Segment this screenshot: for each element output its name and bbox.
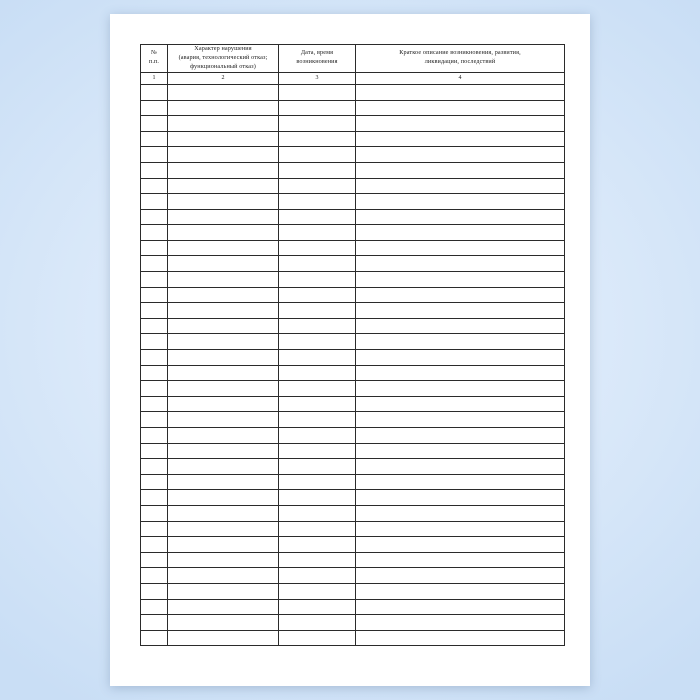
table-cell[interactable] — [279, 521, 356, 537]
table-row — [141, 84, 565, 100]
table-cell[interactable] — [141, 256, 168, 272]
table-cell[interactable] — [279, 100, 356, 116]
table-cell[interactable] — [279, 365, 356, 381]
table-cell[interactable] — [141, 568, 168, 584]
table-cell[interactable] — [168, 162, 279, 178]
table-cell[interactable] — [279, 147, 356, 163]
table-cell[interactable] — [168, 287, 279, 303]
table-cell[interactable] — [168, 583, 279, 599]
table-cell[interactable] — [279, 537, 356, 553]
table-cell[interactable] — [168, 84, 279, 100]
table-row — [141, 365, 565, 381]
table-cell[interactable] — [356, 396, 565, 412]
table-cell[interactable] — [168, 303, 279, 319]
table-cell[interactable] — [168, 240, 279, 256]
table-cell[interactable] — [356, 599, 565, 615]
table-cell[interactable] — [356, 272, 565, 288]
violations-register-table — [140, 44, 565, 646]
column-header-violation-type-line-2: (авария, технологический отказ; — [178, 53, 268, 61]
table-cell[interactable] — [141, 396, 168, 412]
table-cell[interactable] — [279, 396, 356, 412]
table-cell[interactable] — [279, 240, 356, 256]
column-number-1: 1 — [141, 72, 168, 84]
table-cell[interactable] — [279, 552, 356, 568]
table-cell[interactable] — [141, 116, 168, 132]
column-header-violation-type-line-3: функциональный отказ) — [190, 62, 256, 70]
table-row — [141, 162, 565, 178]
page-content-area — [140, 44, 560, 672]
table-row — [141, 194, 565, 210]
table-cell[interactable] — [279, 568, 356, 584]
table-cell[interactable] — [141, 365, 168, 381]
table-row — [141, 303, 565, 319]
table-cell[interactable] — [141, 334, 168, 350]
column-header-description — [356, 45, 565, 73]
table-cell[interactable] — [168, 490, 279, 506]
table-cell[interactable] — [356, 240, 565, 256]
column-number-row — [141, 72, 565, 84]
table-cell[interactable] — [141, 630, 168, 646]
table-cell[interactable] — [168, 381, 279, 397]
table-cell[interactable] — [356, 303, 565, 319]
table-cell[interactable] — [168, 272, 279, 288]
table-cell[interactable] — [356, 474, 565, 490]
table-cell[interactable] — [356, 162, 565, 178]
table-row — [141, 334, 565, 350]
table-cell[interactable] — [356, 630, 565, 646]
table-cell[interactable] — [141, 505, 168, 521]
table-cell[interactable] — [279, 287, 356, 303]
table-cell[interactable] — [279, 381, 356, 397]
table-cell[interactable] — [356, 490, 565, 506]
table-cell[interactable] — [168, 350, 279, 366]
table-cell[interactable] — [141, 490, 168, 506]
table-row — [141, 116, 565, 132]
table-cell[interactable] — [356, 116, 565, 132]
table-row — [141, 412, 565, 428]
table-cell[interactable] — [168, 474, 279, 490]
table-cell[interactable] — [356, 84, 565, 100]
table-cell[interactable] — [279, 474, 356, 490]
table-cell[interactable] — [168, 209, 279, 225]
table-row — [141, 131, 565, 147]
table-cell[interactable] — [279, 84, 356, 100]
table-cell[interactable] — [279, 583, 356, 599]
table-cell[interactable] — [356, 318, 565, 334]
table-cell[interactable] — [279, 412, 356, 428]
table-cell[interactable] — [141, 412, 168, 428]
column-header-datetime-line-1: Дата, время — [300, 49, 334, 57]
table-row — [141, 318, 565, 334]
table-cell[interactable] — [279, 615, 356, 631]
table-cell[interactable] — [168, 505, 279, 521]
table-cell[interactable] — [141, 599, 168, 615]
table-cell[interactable] — [141, 84, 168, 100]
table-cell[interactable] — [279, 599, 356, 615]
column-number-2: 2 — [168, 72, 279, 84]
table-cell[interactable] — [141, 194, 168, 210]
table-cell[interactable] — [168, 412, 279, 428]
table-cell[interactable] — [141, 287, 168, 303]
table-cell[interactable] — [356, 537, 565, 553]
table-cell[interactable] — [168, 100, 279, 116]
table-cell[interactable] — [168, 552, 279, 568]
table-cell[interactable] — [279, 318, 356, 334]
table-cell[interactable] — [168, 147, 279, 163]
table-cell[interactable] — [356, 365, 565, 381]
table-cell[interactable] — [141, 552, 168, 568]
table-row — [141, 209, 565, 225]
table-cell[interactable] — [141, 318, 168, 334]
table-row — [141, 443, 565, 459]
table-cell[interactable] — [356, 194, 565, 210]
column-header-number — [141, 45, 168, 73]
table-cell[interactable] — [279, 350, 356, 366]
table-cell[interactable] — [279, 256, 356, 272]
table-cell[interactable] — [168, 365, 279, 381]
table-cell[interactable] — [141, 209, 168, 225]
table-cell[interactable] — [141, 443, 168, 459]
table-row — [141, 240, 565, 256]
table-row — [141, 256, 565, 272]
table-cell[interactable] — [356, 147, 565, 163]
table-cell[interactable] — [168, 131, 279, 147]
table-cell[interactable] — [141, 428, 168, 444]
table-cell[interactable] — [356, 521, 565, 537]
table-row — [141, 396, 565, 412]
table-cell[interactable] — [279, 630, 356, 646]
table-cell[interactable] — [356, 178, 565, 194]
table-cell[interactable] — [141, 225, 168, 241]
table-cell[interactable] — [279, 303, 356, 319]
table-row — [141, 552, 565, 568]
table-row — [141, 583, 565, 599]
table-cell[interactable] — [279, 428, 356, 444]
table-cell[interactable] — [356, 131, 565, 147]
table-cell[interactable] — [141, 147, 168, 163]
table-cell[interactable] — [141, 474, 168, 490]
table-cell[interactable] — [168, 256, 279, 272]
table-cell[interactable] — [141, 131, 168, 147]
table-cell[interactable] — [168, 178, 279, 194]
table-cell[interactable] — [356, 552, 565, 568]
table-cell[interactable] — [168, 396, 279, 412]
table-row — [141, 474, 565, 490]
table-cell[interactable] — [141, 537, 168, 553]
table-row — [141, 521, 565, 537]
table-cell[interactable] — [356, 505, 565, 521]
table-cell[interactable] — [356, 583, 565, 599]
table-cell[interactable] — [168, 630, 279, 646]
table-cell[interactable] — [168, 443, 279, 459]
table-cell[interactable] — [168, 615, 279, 631]
table-row — [141, 615, 565, 631]
table-row — [141, 381, 565, 397]
column-number-3: 3 — [279, 72, 356, 84]
table-cell[interactable] — [168, 225, 279, 241]
table-cell[interactable] — [141, 240, 168, 256]
table-cell[interactable] — [141, 178, 168, 194]
table-cell[interactable] — [356, 428, 565, 444]
table-cell[interactable] — [141, 583, 168, 599]
table-cell[interactable] — [141, 162, 168, 178]
table-cell[interactable] — [141, 615, 168, 631]
table-cell[interactable] — [168, 459, 279, 475]
table-cell[interactable] — [168, 568, 279, 584]
column-header-violation-type — [168, 45, 279, 73]
table-cell[interactable] — [168, 194, 279, 210]
table-cell[interactable] — [356, 350, 565, 366]
table-row — [141, 459, 565, 475]
table-cell[interactable] — [141, 100, 168, 116]
table-cell[interactable] — [279, 131, 356, 147]
table-cell[interactable] — [279, 459, 356, 475]
table-cell[interactable] — [168, 428, 279, 444]
table-cell[interactable] — [141, 303, 168, 319]
document-page — [110, 14, 590, 686]
column-header-description-line-1: Краткое описание возникновения, развития, — [399, 49, 521, 57]
table-cell[interactable] — [141, 272, 168, 288]
table-cell[interactable] — [279, 116, 356, 132]
table-cell[interactable] — [168, 116, 279, 132]
table-cell[interactable] — [168, 521, 279, 537]
table-row — [141, 287, 565, 303]
table-cell[interactable] — [356, 381, 565, 397]
column-header-number-line-1: № — [150, 49, 158, 57]
table-cell[interactable] — [279, 443, 356, 459]
table-cell[interactable] — [279, 209, 356, 225]
table-cell[interactable] — [279, 162, 356, 178]
table-cell[interactable] — [279, 505, 356, 521]
table-row — [141, 100, 565, 116]
table-cell[interactable] — [356, 287, 565, 303]
table-row — [141, 568, 565, 584]
table-row — [141, 178, 565, 194]
table-cell[interactable] — [279, 490, 356, 506]
table-cell[interactable] — [356, 412, 565, 428]
table-row — [141, 147, 565, 163]
table-cell[interactable] — [356, 256, 565, 272]
table-row — [141, 272, 565, 288]
column-header-datetime-line-2: возникновения — [296, 58, 338, 66]
table-cell[interactable] — [356, 615, 565, 631]
table-cell[interactable] — [279, 272, 356, 288]
table-cell[interactable] — [279, 225, 356, 241]
table-cell[interactable] — [168, 599, 279, 615]
table-cell[interactable] — [279, 194, 356, 210]
column-header-violation-type-line-1: Характер нарушения — [194, 45, 252, 52]
table-head — [141, 45, 565, 85]
table-row — [141, 490, 565, 506]
table-body — [141, 84, 565, 645]
table-cell[interactable] — [141, 350, 168, 366]
column-number-4: 4 — [356, 72, 565, 84]
table-cell[interactable] — [168, 334, 279, 350]
table-row — [141, 599, 565, 615]
table-cell[interactable] — [356, 443, 565, 459]
table-row — [141, 537, 565, 553]
table-cell[interactable] — [356, 334, 565, 350]
table-cell[interactable] — [279, 334, 356, 350]
column-header-description-line-2: ликвидации, последствий — [424, 58, 496, 66]
table-cell[interactable] — [356, 459, 565, 475]
table-cell[interactable] — [279, 178, 356, 194]
column-header-number-line-2: п.п. — [148, 58, 160, 66]
table-row — [141, 630, 565, 646]
table-header-row — [141, 45, 565, 73]
table-row — [141, 505, 565, 521]
column-header-datetime — [279, 45, 356, 73]
table-row — [141, 350, 565, 366]
table-cell[interactable] — [168, 537, 279, 553]
table-cell[interactable] — [356, 225, 565, 241]
table-cell[interactable] — [356, 568, 565, 584]
table-cell[interactable] — [141, 381, 168, 397]
table-cell[interactable] — [356, 100, 565, 116]
table-cell[interactable] — [356, 209, 565, 225]
table-row — [141, 428, 565, 444]
table-cell[interactable] — [141, 459, 168, 475]
table-row — [141, 225, 565, 241]
table-cell[interactable] — [141, 521, 168, 537]
table-cell[interactable] — [168, 318, 279, 334]
